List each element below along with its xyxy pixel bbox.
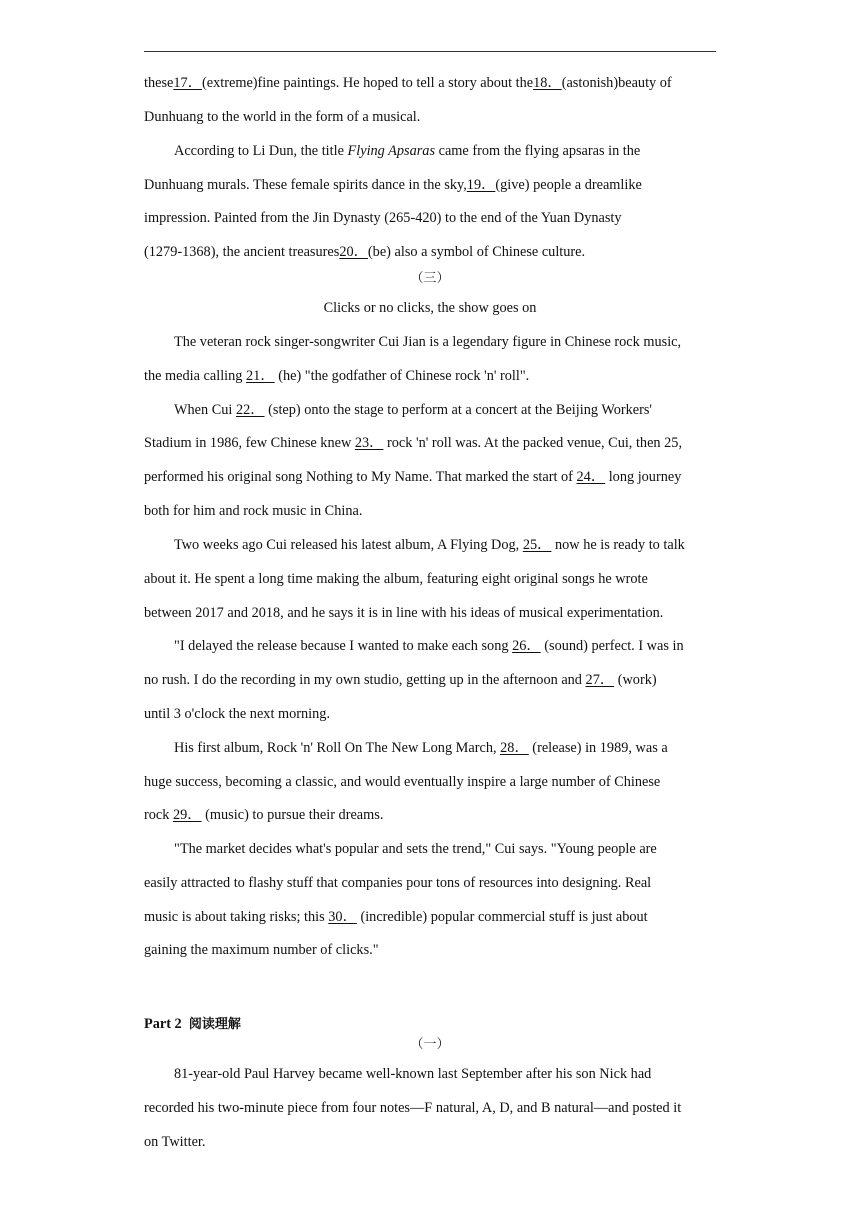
text-line: between 2017 and 2018, and he says it is in line with his ideas of musical experimentation.	[144, 605, 664, 621]
blank-26[interactable]: 26．	[512, 638, 541, 654]
part-label: Part 2	[144, 1016, 182, 1032]
text-line: Dunhuang to the world in the form of a musical.	[144, 109, 421, 125]
text-line: until 3 o'clock the next morning.	[144, 706, 331, 722]
part-title: 阅读理解	[188, 1017, 241, 1032]
blank-22[interactable]: 22．	[235, 402, 265, 418]
text-line: "The market decides what's popular and sets the trend," Cui says. "Young people are	[174, 841, 657, 857]
text-line: The veteran rock singer-songwriter Cui Jian is a legendary figure in Chinese rock music,	[174, 334, 682, 350]
text-line: When Cui 22． (step) onto the stage to perform at a concert at the Beijing Workers'	[174, 402, 652, 418]
text-line: According to Li Dun, the title Flying Apsaras came from the flying apsaras in the	[174, 143, 641, 159]
blank-28[interactable]: 28．	[500, 740, 529, 756]
blank-29[interactable]: 29．	[172, 807, 202, 823]
blank-19[interactable]: 19．	[466, 177, 496, 193]
blank-25[interactable]: 25．	[522, 537, 552, 553]
text-line: Stadium in 1986, few Chinese knew 23． rock 'n' roll was. At the packed venue, Cui, then 25,	[144, 435, 683, 451]
header-rule	[144, 51, 716, 52]
text-line: gaining the maximum number of clicks."	[144, 942, 379, 958]
text-line: "I delayed the release because I wanted to make each song 26． (sound) perfect. I was in	[174, 638, 684, 654]
text-line: easily attracted to flashy stuff that companies pour tons of resources into designing. Real	[144, 875, 652, 891]
text-line: both for him and rock music in China.	[144, 503, 363, 519]
blank-20[interactable]: 20．	[339, 244, 368, 260]
blank-21[interactable]: 21．	[246, 368, 275, 384]
part-heading	[144, 1015, 716, 1034]
text-line: music is about taking risks; this 30． (incredible) popular commercial stuff is just about	[144, 909, 648, 925]
text-line: on Twitter.	[144, 1134, 206, 1150]
text-line: Dunhuang murals. These female spirits dance in the sky,19．(give) people a dreamlike	[144, 177, 642, 193]
text-line: 81-year-old Paul Harvey became well-known last September after his son Nick had	[174, 1066, 652, 1082]
text-line: no rush. I do the recording in my own studio, getting up in the afternoon and 27． (work)	[144, 672, 657, 688]
text-line: huge success, becoming a classic, and would eventually inspire a large number of Chinese	[144, 774, 661, 790]
blank-27[interactable]: 27．	[585, 672, 615, 688]
blank-17[interactable]: 17．	[173, 75, 202, 91]
blank-23[interactable]: 23．	[354, 435, 384, 451]
passage-title: Clicks or no clicks, the show goes on	[323, 300, 537, 316]
text-line: about it. He spent a long time making the album, featuring eight original songs he wrote	[144, 571, 648, 587]
section-heading: （三）	[410, 271, 450, 286]
title-italic: Flying Apsaras	[347, 143, 436, 159]
text-line: impression. Painted from the Jin Dynasty (265-420) to the end of the Yuan Dynasty	[144, 210, 622, 226]
blank-30[interactable]: 30．	[328, 909, 357, 925]
text-line: His first album, Rock 'n' Roll On The New Long March, 28． (release) in 1989, was a	[174, 740, 668, 756]
text-line: performed his original song Nothing to My Name. That marked the start of 24． long journey	[144, 469, 682, 485]
section-heading: （一）	[410, 1037, 450, 1052]
text-line: these17．(extreme)fine paintings. He hoped to tell a story about the18．(astonish)beauty of	[144, 75, 672, 91]
blank-24[interactable]: 24．	[576, 469, 606, 485]
text-line: rock 29． (music) to pursue their dreams.	[144, 807, 384, 823]
blank-18[interactable]: 18．	[533, 75, 562, 91]
text-line: the media calling 21． (he) "the godfather of Chinese rock 'n' roll".	[144, 368, 530, 384]
text-line: Two weeks ago Cui released his latest album, A Flying Dog, 25． now he is ready to talk	[174, 537, 685, 553]
text-line: (1279-1368), the ancient treasures20．(be) also a symbol of Chinese culture.	[144, 244, 586, 260]
text-line: recorded his two-minute piece from four notes—F natural, A, D, and B natural—and posted it	[144, 1100, 682, 1116]
